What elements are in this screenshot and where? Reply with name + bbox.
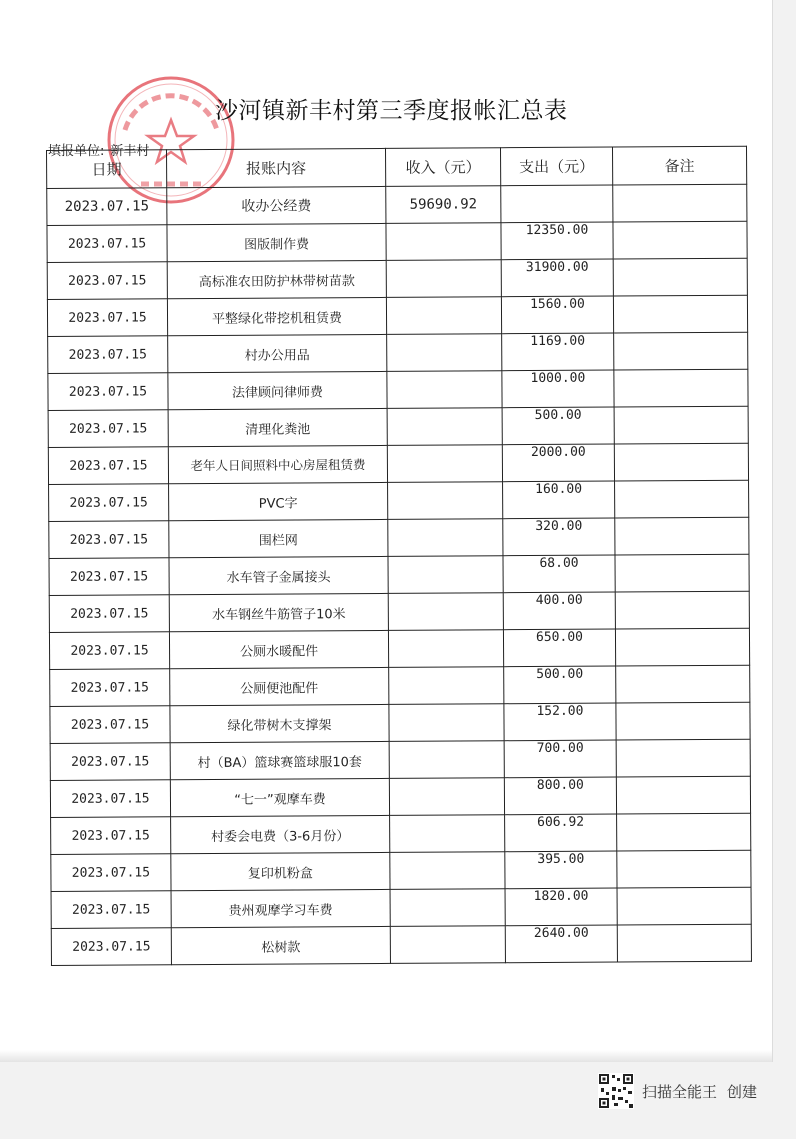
cell-note: [613, 295, 747, 333]
cell-income: 59690.92: [386, 186, 501, 224]
cell-expense: 152.00: [504, 703, 616, 741]
cell-expense: 395.00: [505, 851, 617, 889]
cell-income: [388, 593, 503, 631]
cell-expense: 68.00: [503, 555, 615, 593]
cell-description: 绿化带树木支撑架: [170, 704, 389, 742]
cell-description: 公厕便池配件: [170, 667, 389, 705]
cell-date: 2023.07.15: [51, 891, 171, 929]
cell-date: 2023.07.15: [48, 410, 168, 448]
table-row: [48, 443, 748, 484]
expense-summary-table: [46, 146, 752, 966]
cell-income: [389, 667, 504, 705]
cell-income: [390, 852, 505, 890]
cell-note: [615, 591, 749, 629]
cell-income: [390, 889, 505, 927]
cell-income: [389, 741, 504, 779]
table-row: [47, 258, 747, 299]
cell-description: 清理化粪池: [168, 408, 387, 446]
scanner-brand-text: [642, 1081, 757, 1102]
scanner-brand-name: 扫描全能王: [642, 1082, 718, 1101]
cell-expense: 650.00: [503, 629, 615, 667]
cell-note: [615, 480, 749, 518]
cell-expense: 31900.00: [501, 259, 613, 297]
cell-expense: 400.00: [503, 592, 615, 630]
qr-code-icon: [598, 1073, 634, 1109]
table-row: [48, 332, 748, 373]
header-date: 日期: [47, 150, 167, 189]
cell-expense: 160.00: [503, 481, 615, 519]
cell-income: [388, 630, 503, 668]
cell-expense: [501, 185, 613, 223]
cell-note: [617, 850, 751, 888]
cell-income: [386, 297, 501, 335]
cell-income: [388, 482, 503, 520]
reporting-unit-value: 新丰村: [110, 144, 150, 159]
table-row: [49, 480, 749, 521]
cell-expense: 1000.00: [502, 370, 614, 408]
cell-description: 水车钢丝牛筋管子10米: [169, 593, 388, 631]
table-row: [47, 221, 747, 262]
cell-description: 围栏网: [169, 519, 388, 557]
header-note: 备注: [612, 146, 746, 185]
cell-note: [614, 443, 748, 481]
cell-date: 2023.07.15: [48, 336, 168, 374]
cell-date: 2023.07.15: [47, 262, 167, 300]
cell-income: [389, 778, 504, 816]
table-row: [50, 739, 750, 780]
table-row: [49, 554, 749, 595]
page-title: 沙河镇新丰村第三季度报帐汇总表: [215, 98, 568, 124]
scanner-watermark: [598, 1071, 757, 1111]
header-income: 收入（元）: [385, 148, 500, 187]
cell-note: [615, 628, 749, 666]
cell-expense: 1560.00: [501, 296, 613, 334]
table-row: [49, 591, 749, 632]
cell-description: 收办公经费: [167, 186, 386, 224]
cell-description: 村委会电费（3-6月份）: [171, 815, 390, 853]
cell-description: 贵州观摩学习车费: [171, 889, 390, 927]
cell-expense: 500.00: [502, 407, 614, 445]
cell-income: [386, 223, 501, 261]
cell-date: 2023.07.15: [51, 928, 171, 966]
cell-description: 公厕水暖配件: [169, 630, 388, 668]
table-row: [51, 813, 751, 854]
cell-note: [617, 813, 751, 851]
cell-date: 2023.07.15: [50, 669, 170, 707]
cell-date: 2023.07.15: [50, 780, 170, 818]
reporting-unit-label: 填报单位:: [48, 144, 105, 159]
cell-date: 2023.07.15: [49, 595, 169, 633]
table-row: [50, 702, 750, 743]
cell-date: 2023.07.15: [49, 632, 169, 670]
cell-description: 村（BA）篮球赛篮球服10套: [170, 741, 389, 779]
cell-description: 高标准农田防护林带树苗款: [167, 260, 386, 298]
table-row: [51, 887, 751, 928]
cell-description: 图版制作费: [167, 223, 386, 261]
cell-note: [617, 887, 751, 925]
cell-expense: 800.00: [504, 777, 616, 815]
cell-expense: 500.00: [504, 666, 616, 704]
cell-note: [615, 517, 749, 555]
cell-note: [613, 221, 747, 259]
cell-date: 2023.07.15: [51, 854, 171, 892]
cell-date: 2023.07.15: [50, 743, 170, 781]
cell-income: [388, 556, 503, 594]
cell-income: [387, 445, 502, 483]
cell-income: [387, 371, 502, 409]
table-row: [47, 295, 747, 336]
scanner-action: 创建: [727, 1082, 758, 1101]
cell-date: 2023.07.15: [48, 447, 168, 485]
cell-date: 2023.07.15: [47, 188, 167, 226]
table-row: [48, 406, 748, 447]
table-row: [51, 850, 751, 891]
cell-income: [387, 334, 502, 372]
cell-description: 村办公用品: [168, 334, 387, 372]
cell-note: [617, 924, 751, 962]
cell-income: [388, 519, 503, 557]
table-row: [49, 517, 749, 558]
cell-date: 2023.07.15: [50, 706, 170, 744]
cell-date: 2023.07.15: [51, 817, 171, 855]
cell-expense: 12350.00: [501, 222, 613, 260]
table-row: [50, 665, 750, 706]
cell-description: 复印机粉盒: [171, 852, 390, 890]
cell-description: 老年人日间照料中心房屋租赁费: [168, 445, 387, 483]
cell-note: [613, 184, 747, 222]
cell-note: [615, 554, 749, 592]
cell-description: 水车管子金属接头: [169, 556, 388, 594]
cell-note: [616, 739, 750, 777]
cell-note: [616, 665, 750, 703]
cell-date: 2023.07.15: [47, 225, 167, 263]
cell-description: 平整绿化带挖机租赁费: [167, 297, 386, 335]
cell-date: 2023.07.15: [49, 521, 169, 559]
cell-income: [389, 704, 504, 742]
cell-note: [616, 702, 750, 740]
table-row: [48, 369, 748, 410]
table-header-row: [47, 146, 747, 188]
cell-note: [613, 258, 747, 296]
cell-expense: 1820.00: [505, 888, 617, 926]
cell-income: [386, 260, 501, 298]
cell-date: 2023.07.15: [49, 558, 169, 596]
cell-date: 2023.07.15: [49, 484, 169, 522]
table-row: [49, 628, 749, 669]
cell-date: 2023.07.15: [48, 373, 168, 411]
cell-note: [614, 332, 748, 370]
cell-description: PVC字: [169, 482, 388, 520]
header-expense: 支出（元）: [500, 147, 612, 186]
cell-note: [614, 369, 748, 407]
cell-note: [616, 776, 750, 814]
cell-income: [390, 815, 505, 853]
cell-description: 松树款: [171, 926, 390, 964]
cell-income: [387, 408, 502, 446]
table-row: [50, 776, 750, 817]
cell-note: [614, 406, 748, 444]
cell-description: 法律顾问律师费: [168, 371, 387, 409]
cell-date: 2023.07.15: [47, 299, 167, 337]
cell-expense: 320.00: [503, 518, 615, 556]
cell-expense: 700.00: [504, 740, 616, 778]
cell-expense: 2000.00: [502, 444, 614, 482]
header-description: 报账内容: [167, 148, 386, 187]
cell-expense: 1169.00: [502, 333, 614, 371]
table-row: [47, 184, 747, 225]
cell-expense: 2640.00: [505, 925, 617, 963]
cell-income: [390, 926, 505, 964]
table-row: [51, 924, 751, 965]
page-bottom-edge: [0, 1050, 772, 1062]
cell-description: “七一”观摩车费: [170, 778, 389, 816]
cell-expense: 606.92: [505, 814, 617, 852]
